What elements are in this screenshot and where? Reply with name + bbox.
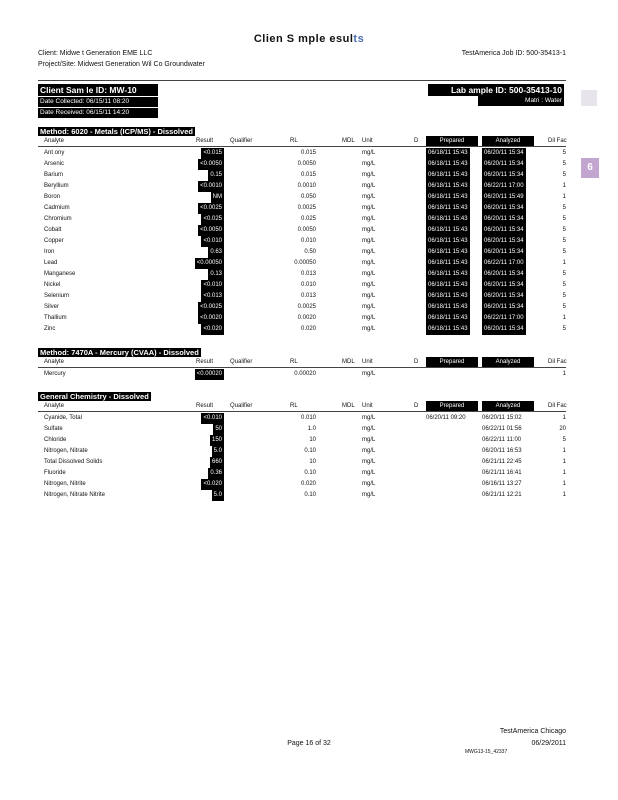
section-tab: 6 [581, 158, 599, 178]
rl-value: 0.020 [300, 481, 316, 487]
header-mdl: MDL [342, 403, 355, 409]
table-row [38, 214, 566, 225]
result-value: <0.0025 [198, 203, 224, 214]
prepared-date: 06/18/11 15:43 [426, 258, 470, 269]
rl-value: 0.050 [300, 194, 316, 200]
table-row [38, 170, 566, 181]
analyzed-date: 06/20/11 15:34 [482, 170, 526, 181]
unit-value: mg/L [362, 492, 376, 498]
mercury-header-rule [38, 367, 566, 368]
title-suffix: ts [353, 33, 365, 45]
analyzed-date: 06/20/11 15:34 [482, 269, 526, 280]
analyzed-date: 06/21/11 22:45 [482, 459, 522, 465]
rl-value: 0.10 [304, 492, 316, 498]
rl-value: 1.0 [307, 426, 316, 432]
unit-value: mg/L [362, 161, 376, 167]
analyte-name: Chromium [44, 216, 72, 222]
unit-value: mg/L [362, 326, 376, 332]
header-prepared: Prepared [426, 136, 478, 147]
analyzed-date: 06/20/11 15:34 [482, 203, 526, 214]
header-d: D [414, 138, 419, 144]
analyzed-date: 06/20/11 15:34 [482, 236, 526, 247]
header-rl: RL [290, 359, 298, 365]
prepared-date: 06/18/11 15:43 [426, 236, 470, 247]
analyte-name: Copper [44, 238, 64, 244]
result-value: <0.0050 [198, 159, 224, 170]
table-row [38, 280, 566, 291]
rl-value: 0.0010 [297, 183, 316, 189]
result-value: 0.36 [208, 468, 224, 479]
header-result: Result [196, 359, 214, 365]
prepared-date: 06/18/11 15:43 [426, 225, 470, 236]
analyte-name: Manganese [44, 271, 76, 277]
result-value: <0.025 [201, 214, 224, 225]
unit-value: mg/L [362, 249, 376, 255]
prepared-date: 06/18/11 15:43 [426, 181, 470, 192]
result-value: 0.15 [208, 170, 224, 181]
header-analyte: Analyte [44, 359, 65, 365]
dilution-factor: 20 [559, 426, 566, 432]
result-value: 50 [213, 424, 224, 435]
analyzed-date: 06/20/11 15:34 [482, 324, 526, 335]
rl-value: 0.010 [300, 238, 316, 244]
result-value: <0.00050 [195, 258, 224, 269]
title-main: Clien S mple esul [253, 33, 354, 45]
analyte-name: Nitrogen, Nitrate [44, 448, 88, 454]
header-divider [38, 80, 566, 81]
result-value: 5.0 [212, 490, 224, 501]
prepared-date: 06/18/11 15:43 [426, 324, 470, 335]
rl-value: 10 [309, 459, 316, 465]
header-rl: RL [290, 403, 298, 409]
prepared-date: 06/18/11 15:43 [426, 159, 470, 170]
analyte-name: Iron [44, 249, 55, 255]
unit-value: mg/L [362, 260, 376, 266]
dilution-factor: 5 [562, 326, 566, 332]
result-value: <0.0010 [198, 181, 224, 192]
table-row [38, 203, 566, 214]
footer-page: Page 16 of 32 [287, 740, 331, 747]
table-row [38, 424, 566, 435]
rl-value: 0.0025 [297, 205, 316, 211]
header-prepared: Prepared [426, 401, 478, 412]
rl-value: 0.025 [300, 216, 316, 222]
project-site: Project/Site: Midwest Generation Wil Co Groundwater [38, 61, 205, 68]
analyzed-date: 06/20/11 15:02 [482, 415, 522, 421]
dilution-factor: 5 [562, 238, 566, 244]
result-value: 0.63 [208, 247, 224, 258]
header-analyte: Analyte [44, 403, 65, 409]
rl-value: 0.10 [304, 470, 316, 476]
analyzed-date: 06/16/11 13:27 [482, 481, 522, 487]
client-sample-id: Client Sam le ID: MW-10 [38, 84, 158, 96]
general-header-rule [38, 411, 566, 412]
header-unit: Unit [362, 403, 373, 409]
result-value: 660 [210, 457, 224, 468]
table-row [38, 258, 566, 269]
dilution-factor: 5 [562, 227, 566, 233]
table-row [38, 247, 566, 258]
unit-value: mg/L [362, 470, 376, 476]
prepared-date: 06/18/11 15:43 [426, 203, 470, 214]
dilution-factor: 5 [562, 437, 566, 443]
rl-value: 0.013 [300, 293, 316, 299]
prepared-date: 06/18/11 15:43 [426, 302, 470, 313]
table-row [38, 324, 566, 335]
analyte-name: Zinc [44, 326, 56, 332]
matrix: Matri : Water [478, 96, 564, 106]
header-dilfac: Dil Fac [548, 138, 567, 144]
analyzed-date: 06/20/11 15:34 [482, 159, 526, 170]
date-received: Date Received: 06/15/11 14:20 [38, 108, 158, 118]
prepared-date: 06/18/11 15:43 [426, 247, 470, 258]
header-qualifier: Qualifier [230, 359, 253, 365]
analyzed-date: 06/22/11 17:00 [482, 313, 526, 324]
table-row [38, 369, 566, 380]
result-value: 150 [210, 435, 224, 446]
analyte-name: Cadmium [44, 205, 70, 211]
rl-value: 0.0050 [297, 227, 316, 233]
header-mdl: MDL [342, 138, 355, 144]
rl-value: 0.50 [304, 249, 316, 255]
header-qualifier: Qualifier [230, 138, 253, 144]
header-analyte: Analyte [44, 138, 65, 144]
table-row [38, 159, 566, 170]
table-row [38, 468, 566, 479]
table-row [38, 446, 566, 457]
result-value: <0.010 [201, 280, 224, 291]
dilution-factor: 5 [562, 161, 566, 167]
analyte-name: Boron [44, 194, 61, 200]
rl-value: 0.10 [304, 448, 316, 454]
rl-value: 0.013 [300, 271, 316, 277]
analyte-name: Ant ony [44, 150, 65, 156]
prepared-date: 06/18/11 15:43 [426, 269, 470, 280]
unit-value: mg/L [362, 227, 376, 233]
dilution-factor: 5 [562, 304, 566, 310]
analyzed-date: 06/20/11 15:34 [482, 214, 526, 225]
analyte-name: Nickel [44, 282, 61, 288]
analyte-name: Silver [44, 304, 60, 310]
result-value: <0.020 [201, 324, 224, 335]
analyzed-date: 06/20/11 15:34 [482, 280, 526, 291]
dilution-factor: 1 [562, 315, 566, 321]
header-unit: Unit [362, 138, 373, 144]
job-id: TestAmerica Job ID: 500-35413-1 [461, 50, 566, 57]
table-row [38, 269, 566, 280]
dilution-factor: 5 [562, 293, 566, 299]
dilution-factor: 5 [562, 271, 566, 277]
header-analyzed: Analyzed [482, 357, 534, 368]
unit-value: mg/L [362, 238, 376, 244]
prepared-date: 06/18/11 15:43 [426, 170, 470, 181]
rl-value: 0.010 [300, 415, 316, 421]
result-value: 0.13 [208, 269, 224, 280]
side-tab-blank [581, 90, 597, 106]
analyte-name: Lead [44, 260, 58, 266]
client-name: Client: Midwe t Generation EME LLC [38, 50, 153, 57]
metals-header-rule [38, 146, 566, 147]
unit-value: mg/L [362, 194, 376, 200]
rl-value: 0.010 [300, 282, 316, 288]
table-row [38, 413, 566, 424]
analyzed-date: 06/20/11 15:34 [482, 291, 526, 302]
rl-value: 0.0050 [297, 161, 316, 167]
prepared-date: 06/18/11 15:43 [426, 148, 470, 159]
dilution-factor: 5 [562, 205, 566, 211]
result-value: 5.0 [212, 446, 224, 457]
analyzed-date: 06/20/11 15:34 [482, 148, 526, 159]
dilution-factor: 1 [562, 459, 566, 465]
header-mdl: MDL [342, 359, 355, 365]
rl-value: 0.00050 [294, 260, 316, 266]
header-result: Result [196, 138, 214, 144]
header-d: D [414, 359, 419, 365]
table-row [38, 479, 566, 490]
unit-value: mg/L [362, 271, 376, 277]
dilution-factor: 1 [562, 371, 566, 377]
analyte-name: Mercury [44, 371, 66, 377]
prepared-date: 06/18/11 15:43 [426, 214, 470, 225]
analyzed-date: 06/22/11 01:56 [482, 426, 522, 432]
analyte-name: Fluoride [44, 470, 66, 476]
analyzed-date: 06/22/11 17:00 [482, 181, 526, 192]
table-row [38, 236, 566, 247]
metals-section-title: Method: 6020 - Metals (ICP/MS) - Dissolved [40, 127, 193, 136]
rl-value: 0.015 [300, 172, 316, 178]
result-value: <0.0050 [198, 225, 224, 236]
header-unit: Unit [362, 359, 373, 365]
header-prepared: Prepared [426, 357, 478, 368]
table-row [38, 181, 566, 192]
analyzed-date: 06/22/11 17:00 [482, 258, 526, 269]
unit-value: mg/L [362, 448, 376, 454]
result-value: <0.010 [201, 236, 224, 247]
header-d: D [414, 403, 419, 409]
prepared-date: 06/18/11 15:43 [426, 192, 470, 203]
analyzed-date: 06/22/11 11:00 [482, 437, 522, 443]
table-row [38, 302, 566, 313]
analyzed-date: 06/21/11 12:21 [482, 492, 522, 498]
analyzed-date: 06/20/11 15:49 [482, 192, 526, 203]
unit-value: mg/L [362, 426, 376, 432]
result-value: <0.013 [201, 291, 224, 302]
unit-value: mg/L [362, 293, 376, 299]
header-qualifier: Qualifier [230, 403, 253, 409]
result-value: <0.010 [201, 413, 224, 424]
dilution-factor: 5 [562, 172, 566, 178]
footer-code: MWG13-15_42337 [465, 749, 508, 755]
dilution-factor: 5 [562, 282, 566, 288]
unit-value: mg/L [362, 205, 376, 211]
rl-value: 0.015 [300, 150, 316, 156]
unit-value: mg/L [362, 315, 376, 321]
analyzed-date: 06/20/11 16:53 [482, 448, 522, 454]
mercury-section-title: Method: 7470A - Mercury (CVAA) - Dissolved [40, 348, 199, 357]
result-value: <0.0025 [198, 302, 224, 313]
analyte-name: Sulfate [44, 426, 63, 432]
analyte-name: Chloride [44, 437, 67, 443]
unit-value: mg/L [362, 481, 376, 487]
dilution-factor: 1 [562, 481, 566, 487]
table-row [38, 313, 566, 324]
dilution-factor: 1 [562, 194, 566, 200]
page-title [0, 33, 618, 45]
unit-value: mg/L [362, 282, 376, 288]
analyte-name: Nitrogen, Nitrite [44, 481, 86, 487]
general-section-title: General Chemistry - Dissolved [40, 392, 149, 401]
unit-value: mg/L [362, 172, 376, 178]
analyte-name: Total Dissolved Solids [44, 459, 103, 465]
analyte-name: Nitrogen, Nitrate Nitrite [44, 492, 106, 498]
prepared-date: 06/20/11 09:20 [426, 415, 466, 421]
table-row [38, 291, 566, 302]
unit-value: mg/L [362, 183, 376, 189]
rl-value: 10 [309, 437, 316, 443]
footer-date: 06/29/2011 [531, 740, 566, 747]
dilution-factor: 5 [562, 150, 566, 156]
prepared-date: 06/18/11 15:43 [426, 280, 470, 291]
result-value: <0.015 [201, 148, 224, 159]
analyzed-date: 06/21/11 16:41 [482, 470, 522, 476]
table-row [38, 148, 566, 159]
analyte-name: Arsenic [44, 161, 65, 167]
dilution-factor: 1 [562, 415, 566, 421]
analyte-name: Cyanide, Total [44, 415, 82, 421]
unit-value: mg/L [362, 415, 376, 421]
rl-value: 0.0025 [297, 304, 316, 310]
header-result: Result [196, 403, 214, 409]
dilution-factor: 1 [562, 260, 566, 266]
unit-value: mg/L [362, 459, 376, 465]
dilution-factor: 5 [562, 216, 566, 222]
rl-value: 0.00020 [294, 371, 316, 377]
header-dilfac: Dil Fac [548, 359, 567, 365]
analyte-name: Thallium [44, 315, 67, 321]
unit-value: mg/L [362, 437, 376, 443]
footer-lab: TestAmerica Chicago [499, 728, 566, 735]
header-analyzed: Analyzed [482, 401, 534, 412]
dilution-factor: 1 [562, 183, 566, 189]
date-collected: Date Collected: 06/15/11 08:20 [38, 97, 158, 107]
unit-value: mg/L [362, 216, 376, 222]
rl-value: 0.0020 [297, 315, 316, 321]
header-dilfac: Dil Fac [548, 403, 567, 409]
unit-value: mg/L [362, 150, 376, 156]
analyzed-date: 06/20/11 15:34 [482, 302, 526, 313]
header-analyzed: Analyzed [482, 136, 534, 147]
table-row [38, 192, 566, 203]
table-row [38, 225, 566, 236]
rl-value: 0.020 [300, 326, 316, 332]
unit-value: mg/L [362, 304, 376, 310]
header-rl: RL [290, 138, 298, 144]
analyte-name: Cobalt [44, 227, 62, 233]
dilution-factor: 5 [562, 249, 566, 255]
result-value: NM [211, 192, 224, 203]
table-row [38, 457, 566, 468]
analyte-name: Selenium [44, 293, 70, 299]
analyzed-date: 06/20/11 15:34 [482, 247, 526, 258]
dilution-factor: 1 [562, 470, 566, 476]
table-row [38, 435, 566, 446]
table-row [38, 490, 566, 501]
dilution-factor: 1 [562, 492, 566, 498]
prepared-date: 06/18/11 15:43 [426, 313, 470, 324]
analyte-name: Barium [44, 172, 64, 178]
unit-value: mg/L [362, 371, 376, 377]
lab-sample-id: Lab ample ID: 500-35413-10 [428, 84, 564, 96]
prepared-date: 06/18/11 15:43 [426, 291, 470, 302]
result-value: <0.020 [201, 479, 224, 490]
result-value: <0.0020 [198, 313, 224, 324]
result-value: <0.00020 [195, 369, 224, 380]
dilution-factor: 1 [562, 448, 566, 454]
analyzed-date: 06/20/11 15:34 [482, 225, 526, 236]
analyte-name: Beryllium [44, 183, 69, 189]
